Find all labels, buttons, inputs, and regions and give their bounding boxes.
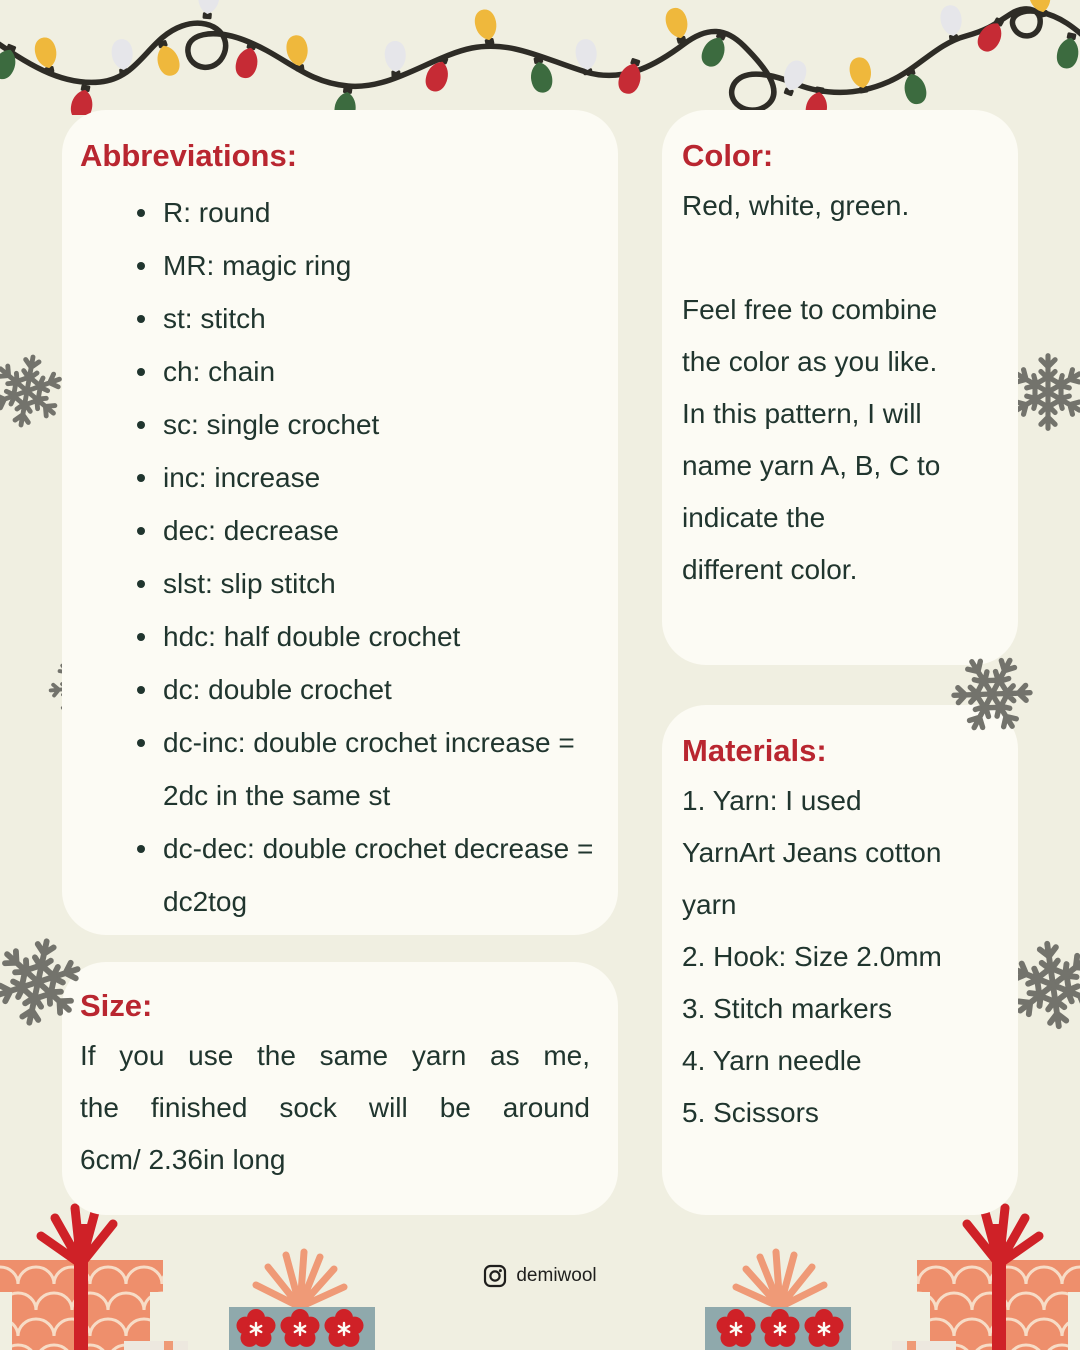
- color-text-line: different color.: [682, 554, 858, 585]
- abbreviation-item: ch: chain: [80, 345, 595, 398]
- size-text: [80, 1030, 590, 1186]
- abbreviation-item: slst: slip stitch: [80, 557, 595, 610]
- color-text-line: Red, white, green.: [682, 190, 910, 221]
- material-item: 2. Hook: Size 2.0mm: [682, 941, 942, 972]
- materials-title: Materials:: [682, 733, 827, 768]
- instagram-credit: [0, 1264, 1080, 1288]
- material-item: 1. Yarn: I used: [682, 785, 862, 816]
- abbreviations-list: [80, 186, 595, 928]
- size-text-line: If you use the same yarn as me,: [80, 1040, 590, 1071]
- color-text-line: the color as you like.: [682, 346, 938, 377]
- instagram-icon: [483, 1264, 507, 1288]
- materials-list: [682, 775, 998, 1139]
- color-text-line: name yarn A, B, C to: [682, 450, 941, 481]
- material-item: YarnArt Jeans cotton: [682, 837, 942, 868]
- abbreviation-item: dec: decrease: [80, 504, 595, 557]
- color-text: [682, 180, 998, 596]
- abbreviation-item: inc: increase: [80, 451, 595, 504]
- abbreviation-item: MR: magic ring: [80, 239, 595, 292]
- size-text-line: the finished sock will be around: [80, 1092, 590, 1123]
- material-item: 5. Scissors: [682, 1097, 819, 1128]
- material-item: 3. Stitch markers: [682, 993, 893, 1024]
- color-text-line: Feel free to combine: [682, 294, 938, 325]
- abbreviations-card: [62, 110, 618, 935]
- abbreviation-item: R: round: [80, 186, 595, 239]
- color-text-line: [682, 232, 998, 284]
- material-item: 4. Yarn needle: [682, 1045, 862, 1076]
- abbreviation-item: dc-dec: double crochet decrease = dc2tog: [80, 822, 595, 928]
- color-text-line: indicate the: [682, 502, 826, 533]
- size-title: Size:: [80, 988, 153, 1023]
- abbreviation-item: st: stitch: [80, 292, 595, 345]
- size-text-line: 6cm/ 2.36in long: [80, 1144, 286, 1175]
- abbreviation-item: sc: single crochet: [80, 398, 595, 451]
- color-card: [662, 110, 1018, 665]
- materials-card: [662, 705, 1018, 1215]
- abbreviation-item: dc-inc: double crochet increase = 2dc in the same st: [80, 716, 595, 822]
- abbreviation-item: dc: double crochet: [80, 663, 595, 716]
- material-item: yarn: [682, 889, 737, 920]
- instagram-handle: demiwool: [516, 1265, 597, 1286]
- color-title: Color:: [682, 138, 774, 173]
- abbreviation-item: hdc: half double crochet: [80, 610, 595, 663]
- size-card: [62, 962, 618, 1215]
- christmas-lights-decoration: [0, 0, 1080, 115]
- color-text-line: In this pattern, I will: [682, 398, 922, 429]
- light-bulbs: [0, 0, 1080, 115]
- abbreviations-title: Abbreviations:: [80, 138, 298, 173]
